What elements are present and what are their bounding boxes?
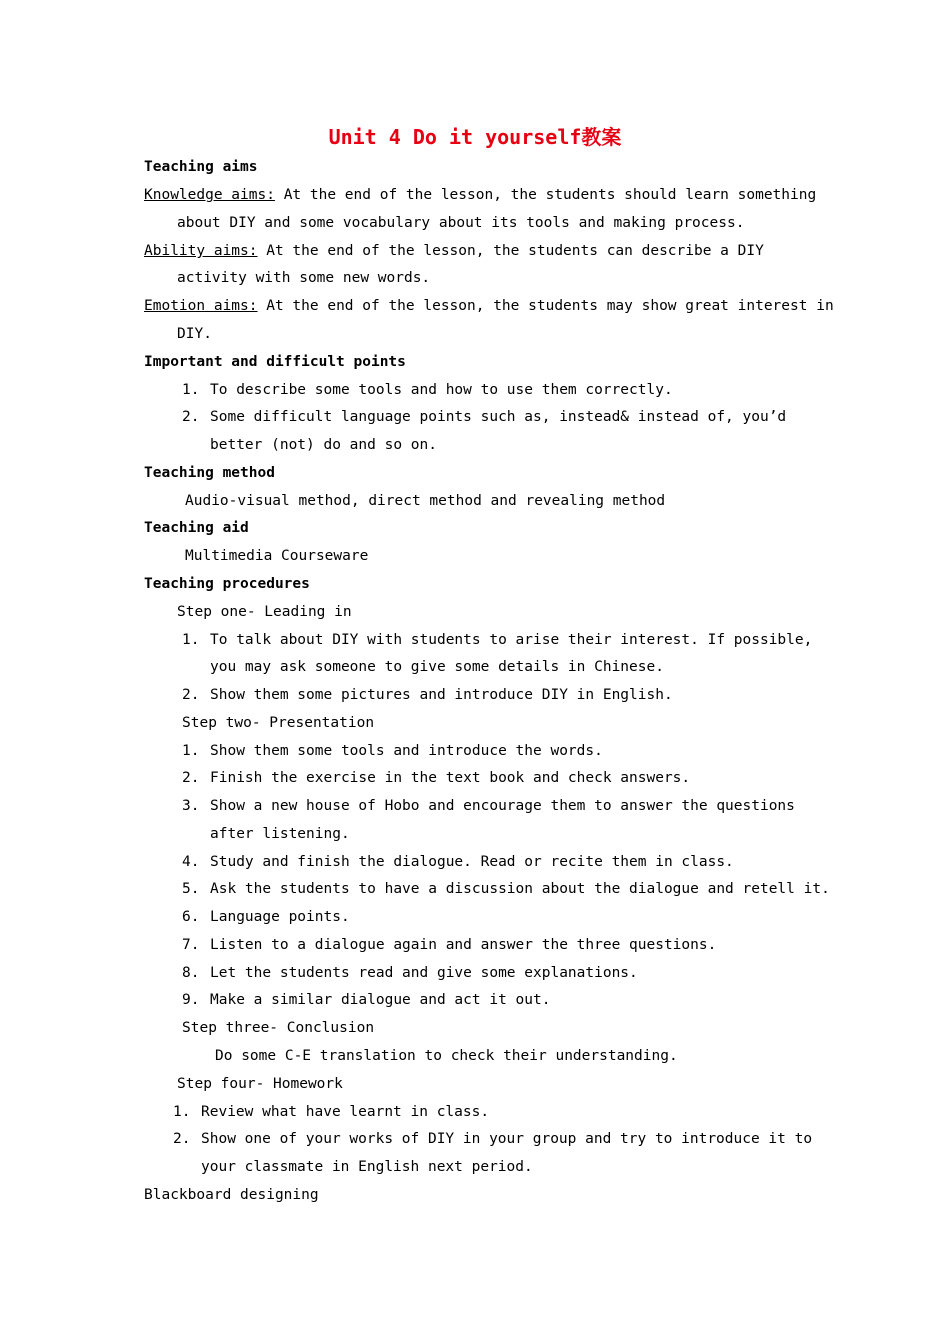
points-item-2-num: 2. [182, 409, 200, 425]
step-two-label: Step two- Presentation [182, 715, 375, 731]
step2-item-8-num: 8. [182, 965, 200, 981]
step2-item-3-text: Show a new house of Hobo and encourage them to answer the questions [210, 798, 795, 814]
ability-aims-label: Ability aims: [144, 243, 258, 259]
step2-item-1-num: 1. [182, 743, 200, 759]
teaching-aid-text: Multimedia Courseware [185, 548, 369, 564]
step1-item-1-num: 1. [182, 632, 200, 648]
emotion-aims-label: Emotion aims: [144, 298, 258, 314]
step1-item-2-text: Show them some pictures and introduce DIY in English. [210, 687, 673, 703]
teaching-method-text: Audio-visual method, direct method and revealing method [185, 493, 666, 509]
points-item-1-num: 1. [182, 382, 200, 398]
step2-item-8-text: Let the students read and give some explanations. [210, 965, 638, 981]
points-item-1-text: To describe some tools and how to use them correctly. [210, 382, 673, 398]
ability-aims-text: At the end of the lesson, the students can describe a DIY [266, 243, 764, 259]
step2-item-7-num: 7. [182, 937, 200, 953]
step2-item-5-num: 5. [182, 881, 200, 897]
emotion-aims-text: At the end of the lesson, the students may show great interest in [266, 298, 834, 314]
step2-item-5-text: Ask the students to have a discussion about the dialogue and retell it. [210, 881, 830, 897]
step-four-label: Step four- Homework [177, 1076, 343, 1092]
step2-item-7-text: Listen to a dialogue again and answer the three questions. [210, 937, 717, 953]
heading-teaching-aims: Teaching aims [144, 159, 258, 175]
heading-important-points: Important and difficult points [144, 354, 406, 370]
knowledge-aims-line-2: about DIY and some vocabulary about its tools and making process. [177, 215, 745, 231]
step2-item-2-num: 2. [182, 770, 200, 786]
step4-item-2-text: Show one of your works of DIY in your group and try to introduce it to [201, 1131, 813, 1147]
heading-teaching-procedures: Teaching procedures [144, 576, 310, 592]
step4-item-1-text: Review what have learnt in class. [201, 1104, 490, 1120]
step1-item-1-text-cont: you may ask someone to give some details in Chinese. [210, 659, 664, 675]
heading-teaching-aid: Teaching aid [144, 520, 249, 536]
step-three-label: Step three- Conclusion [182, 1020, 375, 1036]
step2-item-9-num: 9. [182, 992, 200, 1008]
step2-item-6-text: Language points. [210, 909, 350, 925]
step2-item-2-text: Finish the exercise in the text book and check answers. [210, 770, 691, 786]
step-one-label: Step one- Leading in [177, 604, 352, 620]
knowledge-aims-line-1 [144, 185, 817, 205]
document-title: Unit 4 Do it yourself教案 [328, 125, 622, 149]
points-item-2-text: Some difficult language points such as, instead& instead of, you’d [210, 409, 787, 425]
knowledge-aims-text: At the end of the lesson, the students should learn something [283, 187, 817, 203]
step2-item-4-text: Study and finish the dialogue. Read or recite them in class. [210, 854, 734, 870]
step2-item-6-num: 6. [182, 909, 200, 925]
ability-aims-line-1 [144, 241, 807, 261]
step1-item-1-text: To talk about DIY with students to arise their interest. If possible, [210, 632, 813, 648]
step3-text: Do some C-E translation to check their understanding. [215, 1048, 678, 1064]
emotion-aims-line-1 [144, 296, 834, 316]
points-item-2-text-cont: better (not) do and so on. [210, 437, 437, 453]
step2-item-3-text-cont: after listening. [210, 826, 350, 842]
step4-item-2-num: 2. [173, 1131, 191, 1147]
step4-item-2-text-cont: your classmate in English next period. [201, 1159, 533, 1175]
ability-aims-line-2: activity with some new words. [177, 270, 431, 286]
step4-item-1-num: 1. [173, 1104, 191, 1120]
step1-item-2-num: 2. [182, 687, 200, 703]
blackboard-designing: Blackboard designing [144, 1187, 319, 1203]
step2-item-3-num: 3. [182, 798, 200, 814]
heading-teaching-method: Teaching method [144, 465, 275, 481]
emotion-aims-line-2: DIY. [177, 326, 212, 342]
knowledge-aims-label: Knowledge aims: [144, 187, 275, 203]
step2-item-1-text: Show them some tools and introduce the words. [210, 743, 603, 759]
step2-item-9-text: Make a similar dialogue and act it out. [210, 992, 551, 1008]
step2-item-4-num: 4. [182, 854, 200, 870]
